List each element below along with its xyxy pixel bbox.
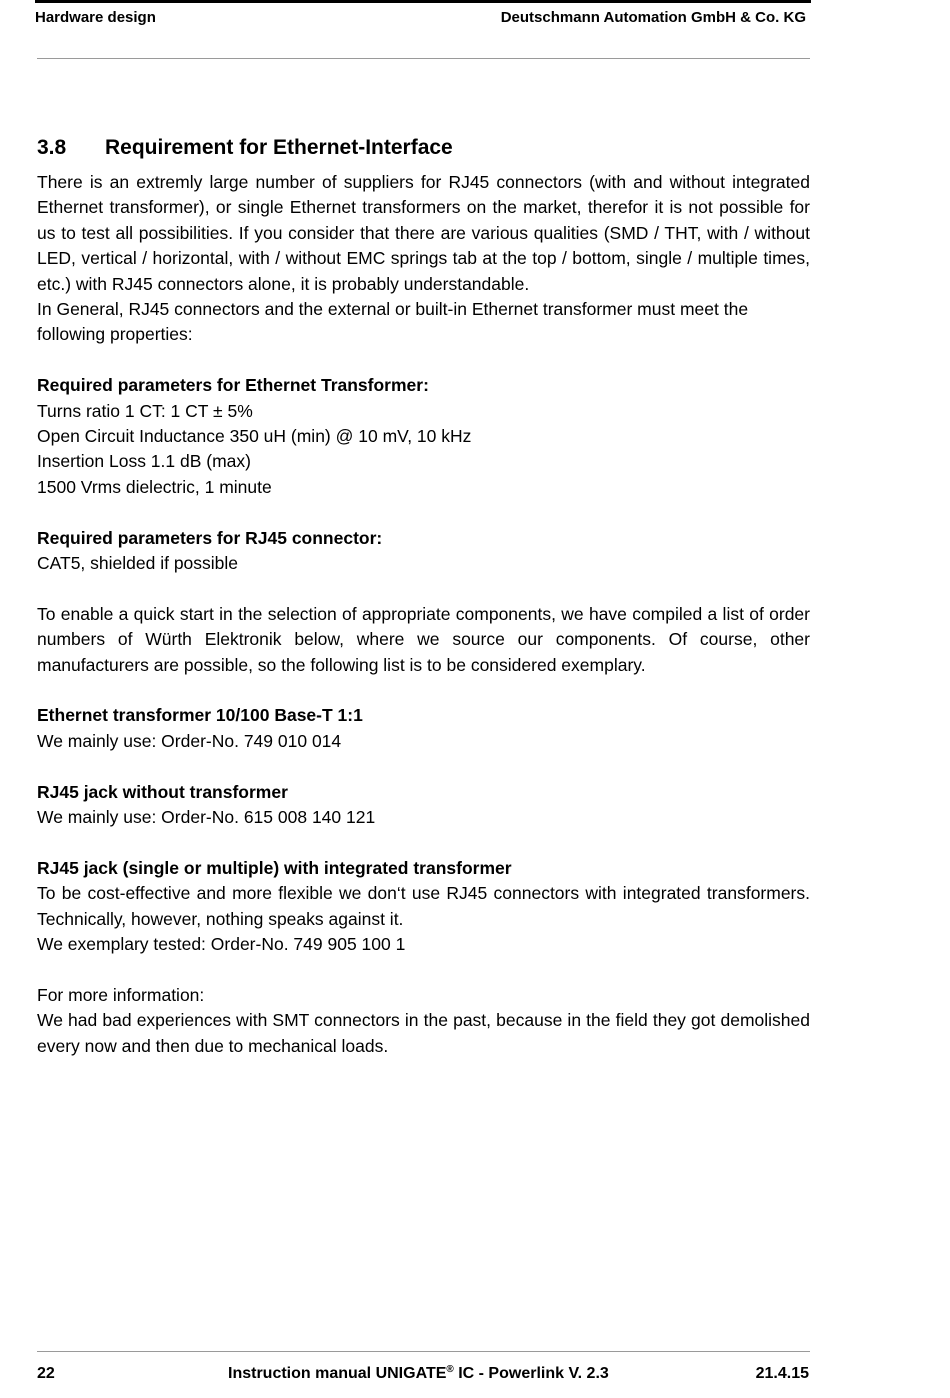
section-title: Requirement for Ethernet-Interface: [105, 136, 453, 159]
eth-transformer-heading: Ethernet transformer 10/100 Base-T 1:1: [37, 705, 363, 726]
transformer-param-item: Turns ratio 1 CT: 1 CT ± 5%: [37, 400, 253, 421]
transformer-params-heading: Required parameters for Ethernet Transformer:: [37, 375, 429, 396]
connector-params-heading: Required parameters for RJ45 connector:: [37, 527, 383, 548]
section-number: 3.8: [37, 136, 67, 159]
transformer-param-item: Open Circuit Inductance 350 uH (min) @ 10 mV, 10 kHz: [37, 426, 472, 447]
rj45-integrated-paragraph: [37, 881, 810, 932]
intro-paragraph: [37, 170, 810, 297]
rj45-integrated-tested: We exemplary tested: Order-No. 749 905 100 1: [37, 934, 406, 955]
connector-params-list: [37, 551, 810, 576]
rj45-without-heading: RJ45 jack without transformer: [37, 781, 288, 802]
rj45-integrated-text: To be cost-effective and more flexible we don‘t use RJ45 connectors with integrated transformers. Technically, however, nothing speaks against it.: [37, 883, 810, 929]
connector-param-item: CAT5, shielded if possible: [37, 553, 239, 574]
general-paragraph: [37, 297, 810, 348]
quickstart-text: To enable a quick start in the selection of appropriate components, we have compiled a list of order numbers of Würth Elektronik below, where we source our components. Of course, other manufacturers are possible, so the following list is to be considered exemplary.: [37, 603, 810, 675]
page-number: 22: [37, 1365, 55, 1382]
registered-mark: ®: [446, 1364, 454, 1375]
intro-text: There is an extremly large number of suppliers for RJ45 connectors (with and without integrated Ethernet transformer), or single Ethernet transformers on the market, therefor it is not possible for us to test all possibilities. If you consider that there are various qualities (SMD / THT, with / without LED, vertical / horizontal, with / without EMC springs tab at the top / bottom, single / multiple times, etc.) with RJ45 connectors alone, it is probably understandable.: [37, 172, 810, 294]
more-info-paragraph: [37, 1008, 810, 1059]
more-info-text: We had bad experiences with SMT connectors in the past, because in the field they got demolished every now and then due to mechanical loads.: [37, 1010, 810, 1056]
transformer-params-list: [37, 399, 810, 501]
footer-divider: [37, 1351, 810, 1352]
quickstart-paragraph: [37, 602, 810, 678]
manual-title-suffix: IC - Powerlink V. 2.3: [453, 1365, 609, 1382]
header-company: Deutschmann Automation GmbH & Co. KG: [500, 9, 806, 26]
section-heading: [37, 134, 810, 162]
transformer-param-item: 1500 Vrms dielectric, 1 minute: [37, 476, 272, 497]
footer-date: 21.4.15: [755, 1365, 809, 1382]
page-content: [37, 134, 810, 1059]
general-text: In General, RJ45 connectors and the external or built-in Ethernet transformer must meet the following properties:: [37, 299, 749, 345]
manual-title: [228, 1364, 609, 1384]
transformer-param-item: Insertion Loss 1.1 dB (max): [37, 451, 251, 472]
more-info-heading: For more information:: [37, 984, 205, 1005]
top-rule: [35, 0, 811, 3]
eth-transformer-order: We mainly use: Order-No. 749 010 014: [37, 730, 342, 751]
header-chapter: Hardware design: [35, 9, 156, 26]
rj45-without-order: We mainly use: Order-No. 615 008 140 121: [37, 807, 376, 828]
header-divider: [37, 58, 810, 59]
manual-title-prefix: Instruction manual UNIGATE: [228, 1365, 447, 1382]
rj45-integrated-heading: RJ45 jack (single or multiple) with integrated transformer: [37, 857, 512, 878]
